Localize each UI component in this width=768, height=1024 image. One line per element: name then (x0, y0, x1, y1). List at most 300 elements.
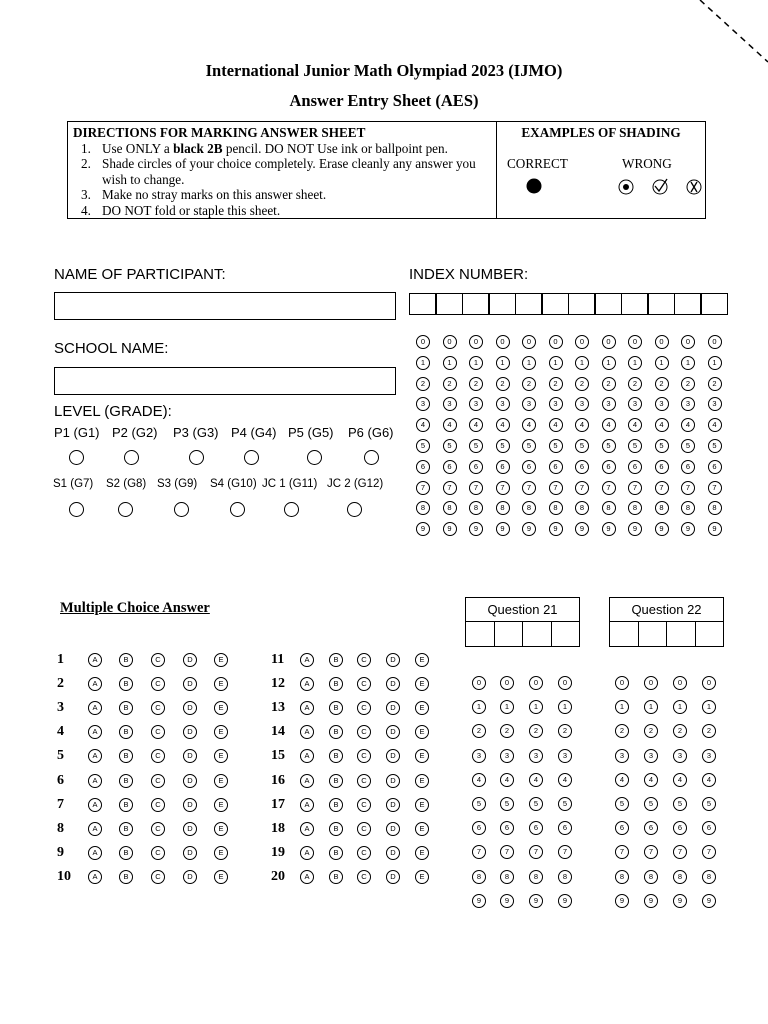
index-digit-bubble[interactable]: 4 (602, 418, 616, 432)
choice-bubble[interactable]: B (119, 749, 133, 763)
open-answer-digit-bubble[interactable]: 4 (673, 773, 687, 787)
index-digit-bubble[interactable]: 2 (628, 377, 642, 391)
choice-bubble[interactable]: C (151, 653, 165, 667)
index-digit-bubble[interactable]: 8 (602, 501, 616, 515)
choice-bubble[interactable]: A (300, 653, 314, 667)
open-answer-digit-bubble[interactable]: 5 (472, 797, 486, 811)
choice-bubble[interactable]: E (214, 798, 228, 812)
choice-bubble[interactable]: B (329, 749, 343, 763)
choice-bubble[interactable]: C (151, 822, 165, 836)
choice-bubble[interactable]: C (151, 701, 165, 715)
open-answer-digit-bubble[interactable]: 8 (702, 870, 716, 884)
choice-bubble[interactable]: C (151, 725, 165, 739)
index-digit-cell[interactable] (542, 293, 569, 315)
open-answer-digit-bubble[interactable]: 7 (472, 845, 486, 859)
choice-bubble[interactable]: D (386, 677, 400, 691)
choice-bubble[interactable]: C (357, 677, 371, 691)
index-digit-bubble[interactable]: 8 (416, 501, 430, 515)
open-answer-digit-bubble[interactable]: 1 (558, 700, 572, 714)
open-answer-digit-bubble[interactable]: 0 (702, 676, 716, 690)
choice-bubble[interactable]: A (300, 677, 314, 691)
index-digit-bubble[interactable]: 2 (681, 377, 695, 391)
index-digit-bubble[interactable]: 3 (708, 397, 722, 411)
index-digit-cell[interactable] (701, 293, 728, 315)
choice-bubble[interactable]: C (151, 749, 165, 763)
open-answer-digit-bubble[interactable]: 4 (529, 773, 543, 787)
choice-bubble[interactable]: A (88, 677, 102, 691)
index-digit-bubble[interactable]: 4 (549, 418, 563, 432)
open-answer-digit-bubble[interactable]: 1 (615, 700, 629, 714)
index-digit-bubble[interactable]: 0 (496, 335, 510, 349)
index-digit-bubble[interactable]: 2 (522, 377, 536, 391)
choice-bubble[interactable]: C (357, 701, 371, 715)
school-field[interactable] (54, 367, 396, 395)
open-answer-digit-bubble[interactable]: 9 (615, 894, 629, 908)
choice-bubble[interactable]: E (415, 653, 429, 667)
open-answer-digit-bubble[interactable]: 5 (529, 797, 543, 811)
choice-bubble[interactable]: D (386, 749, 400, 763)
open-answer-digit-bubble[interactable]: 1 (472, 700, 486, 714)
open-answer-digit-bubble[interactable]: 6 (644, 821, 658, 835)
choice-bubble[interactable]: D (183, 749, 197, 763)
index-digit-bubble[interactable]: 7 (469, 481, 483, 495)
index-digit-bubble[interactable]: 6 (575, 460, 589, 474)
index-digit-bubble[interactable]: 1 (602, 356, 616, 370)
index-digit-bubble[interactable]: 1 (443, 356, 457, 370)
index-digit-bubble[interactable]: 6 (655, 460, 669, 474)
index-digit-bubble[interactable]: 9 (602, 522, 616, 536)
index-digit-bubble[interactable]: 7 (708, 481, 722, 495)
level-bubble[interactable] (364, 450, 379, 465)
index-digit-bubble[interactable]: 8 (708, 501, 722, 515)
index-digit-bubble[interactable]: 5 (522, 439, 536, 453)
level-bubble[interactable] (284, 502, 299, 517)
open-answer-digit-bubble[interactable]: 4 (500, 773, 514, 787)
choice-bubble[interactable]: C (357, 725, 371, 739)
index-digit-bubble[interactable]: 0 (443, 335, 457, 349)
choice-bubble[interactable]: D (183, 653, 197, 667)
choice-bubble[interactable]: E (214, 846, 228, 860)
choice-bubble[interactable]: E (214, 725, 228, 739)
open-answer-digit-bubble[interactable]: 6 (558, 821, 572, 835)
open-answer-digit-bubble[interactable]: 5 (644, 797, 658, 811)
index-digit-bubble[interactable]: 5 (681, 439, 695, 453)
choice-bubble[interactable]: B (329, 798, 343, 812)
index-digit-bubble[interactable]: 1 (496, 356, 510, 370)
index-digit-bubble[interactable]: 5 (708, 439, 722, 453)
index-digit-bubble[interactable]: 6 (443, 460, 457, 474)
choice-bubble[interactable]: E (214, 653, 228, 667)
index-digit-cell[interactable] (674, 293, 701, 315)
index-digit-bubble[interactable]: 2 (575, 377, 589, 391)
index-digit-bubble[interactable]: 3 (655, 397, 669, 411)
index-digit-bubble[interactable]: 3 (522, 397, 536, 411)
index-digit-bubble[interactable]: 3 (549, 397, 563, 411)
choice-bubble[interactable]: C (151, 774, 165, 788)
open-answer-digit-bubble[interactable]: 3 (558, 749, 572, 763)
index-digit-bubble[interactable]: 2 (602, 377, 616, 391)
index-digit-bubble[interactable]: 4 (655, 418, 669, 432)
choice-bubble[interactable]: A (300, 870, 314, 884)
choice-bubble[interactable]: A (88, 749, 102, 763)
choice-bubble[interactable]: E (415, 822, 429, 836)
index-digit-bubble[interactable]: 8 (575, 501, 589, 515)
index-digit-bubble[interactable]: 2 (416, 377, 430, 391)
index-digit-bubble[interactable]: 7 (416, 481, 430, 495)
open-answer-digit-bubble[interactable]: 3 (500, 749, 514, 763)
open-answer-digit-bubble[interactable]: 0 (500, 676, 514, 690)
open-answer-digit-bubble[interactable]: 9 (472, 894, 486, 908)
open-answer-digit-bubble[interactable]: 2 (615, 724, 629, 738)
choice-bubble[interactable]: B (119, 677, 133, 691)
choice-bubble[interactable]: E (415, 846, 429, 860)
index-digit-bubble[interactable]: 5 (602, 439, 616, 453)
index-digit-cell[interactable] (436, 293, 463, 315)
index-digit-bubble[interactable]: 0 (602, 335, 616, 349)
index-digit-bubble[interactable]: 4 (522, 418, 536, 432)
index-digit-bubble[interactable]: 6 (416, 460, 430, 474)
index-digit-bubble[interactable]: 5 (549, 439, 563, 453)
open-answer-digit-bubble[interactable]: 2 (529, 724, 543, 738)
open-answer-digit-bubble[interactable]: 5 (673, 797, 687, 811)
choice-bubble[interactable]: D (183, 774, 197, 788)
choice-bubble[interactable]: D (386, 798, 400, 812)
open-answer-digit-bubble[interactable]: 3 (644, 749, 658, 763)
choice-bubble[interactable]: B (119, 822, 133, 836)
choice-bubble[interactable]: B (119, 798, 133, 812)
index-digit-bubble[interactable]: 7 (443, 481, 457, 495)
index-digit-bubble[interactable]: 6 (549, 460, 563, 474)
choice-bubble[interactable]: B (119, 774, 133, 788)
open-answer-digit-bubble[interactable]: 8 (529, 870, 543, 884)
index-digit-bubble[interactable]: 4 (681, 418, 695, 432)
open-answer-digit-bubble[interactable]: 9 (558, 894, 572, 908)
choice-bubble[interactable]: A (300, 798, 314, 812)
open-answer-digit-bubble[interactable]: 4 (472, 773, 486, 787)
level-bubble[interactable] (230, 502, 245, 517)
choice-bubble[interactable]: E (415, 677, 429, 691)
choice-bubble[interactable]: C (357, 846, 371, 860)
choice-bubble[interactable]: B (119, 725, 133, 739)
open-answer-digit-bubble[interactable]: 5 (702, 797, 716, 811)
choice-bubble[interactable]: C (357, 822, 371, 836)
open-answer-digit-bubble[interactable]: 5 (615, 797, 629, 811)
choice-bubble[interactable]: D (183, 725, 197, 739)
open-answer-digit-bubble[interactable]: 6 (472, 821, 486, 835)
open-answer-digit-bubble[interactable]: 9 (644, 894, 658, 908)
level-bubble[interactable] (347, 502, 362, 517)
choice-bubble[interactable]: B (119, 701, 133, 715)
choice-bubble[interactable]: E (214, 749, 228, 763)
open-answer-digit-bubble[interactable]: 8 (673, 870, 687, 884)
answer-cell[interactable] (495, 622, 524, 646)
index-digit-bubble[interactable]: 0 (522, 335, 536, 349)
choice-bubble[interactable]: D (183, 701, 197, 715)
index-digit-bubble[interactable]: 9 (416, 522, 430, 536)
choice-bubble[interactable]: E (214, 774, 228, 788)
answer-cell[interactable] (552, 622, 580, 646)
choice-bubble[interactable]: B (329, 870, 343, 884)
open-answer-digit-bubble[interactable]: 9 (529, 894, 543, 908)
choice-bubble[interactable]: D (386, 846, 400, 860)
choice-bubble[interactable]: A (300, 701, 314, 715)
open-answer-digit-bubble[interactable]: 7 (615, 845, 629, 859)
index-digit-bubble[interactable]: 2 (655, 377, 669, 391)
index-digit-bubble[interactable]: 9 (549, 522, 563, 536)
choice-bubble[interactable]: D (386, 653, 400, 667)
answer-cell[interactable] (523, 622, 552, 646)
open-answer-digit-bubble[interactable]: 7 (558, 845, 572, 859)
level-bubble[interactable] (174, 502, 189, 517)
index-digit-bubble[interactable]: 1 (655, 356, 669, 370)
index-digit-bubble[interactable]: 6 (522, 460, 536, 474)
level-bubble[interactable] (189, 450, 204, 465)
index-digit-bubble[interactable]: 2 (443, 377, 457, 391)
index-digit-bubble[interactable]: 7 (628, 481, 642, 495)
open-answer-digit-bubble[interactable]: 4 (702, 773, 716, 787)
choice-bubble[interactable]: B (119, 846, 133, 860)
open-answer-digit-bubble[interactable]: 0 (529, 676, 543, 690)
index-digit-bubble[interactable]: 3 (416, 397, 430, 411)
index-digit-bubble[interactable]: 6 (681, 460, 695, 474)
index-digit-bubble[interactable]: 3 (681, 397, 695, 411)
choice-bubble[interactable]: A (300, 774, 314, 788)
index-digit-bubble[interactable]: 5 (443, 439, 457, 453)
choice-bubble[interactable]: C (357, 798, 371, 812)
index-digit-bubble[interactable]: 4 (628, 418, 642, 432)
index-digit-bubble[interactable]: 9 (469, 522, 483, 536)
open-answer-digit-bubble[interactable]: 3 (702, 749, 716, 763)
index-digit-bubble[interactable]: 5 (469, 439, 483, 453)
index-digit-bubble[interactable]: 9 (681, 522, 695, 536)
index-digit-bubble[interactable]: 0 (416, 335, 430, 349)
index-digit-cell[interactable] (568, 293, 595, 315)
open-answer-digit-bubble[interactable]: 3 (615, 749, 629, 763)
open-answer-digit-bubble[interactable]: 6 (702, 821, 716, 835)
open-answer-digit-bubble[interactable]: 0 (558, 676, 572, 690)
choice-bubble[interactable]: C (151, 870, 165, 884)
choice-bubble[interactable]: B (329, 774, 343, 788)
index-digit-bubble[interactable]: 1 (416, 356, 430, 370)
index-digit-bubble[interactable]: 5 (416, 439, 430, 453)
choice-bubble[interactable]: A (300, 749, 314, 763)
index-digit-bubble[interactable]: 3 (575, 397, 589, 411)
choice-bubble[interactable]: C (357, 749, 371, 763)
index-digit-bubble[interactable]: 8 (443, 501, 457, 515)
choice-bubble[interactable]: D (183, 677, 197, 691)
open-answer-digit-bubble[interactable]: 0 (673, 676, 687, 690)
open-answer-digit-bubble[interactable]: 1 (644, 700, 658, 714)
index-digit-bubble[interactable]: 0 (575, 335, 589, 349)
choice-bubble[interactable]: E (415, 725, 429, 739)
level-bubble[interactable] (69, 502, 84, 517)
index-digit-bubble[interactable]: 7 (602, 481, 616, 495)
index-digit-bubble[interactable]: 4 (575, 418, 589, 432)
choice-bubble[interactable]: D (386, 870, 400, 884)
open-answer-digit-bubble[interactable]: 6 (615, 821, 629, 835)
index-digit-bubble[interactable]: 3 (469, 397, 483, 411)
choice-bubble[interactable]: D (183, 870, 197, 884)
choice-bubble[interactable]: D (386, 822, 400, 836)
open-answer-digit-bubble[interactable]: 9 (702, 894, 716, 908)
index-digit-bubble[interactable]: 0 (549, 335, 563, 349)
open-answer-digit-bubble[interactable]: 3 (472, 749, 486, 763)
open-answer-digit-bubble[interactable]: 8 (615, 870, 629, 884)
index-digit-bubble[interactable]: 2 (469, 377, 483, 391)
open-answer-digit-bubble[interactable]: 5 (558, 797, 572, 811)
choice-bubble[interactable]: A (88, 846, 102, 860)
open-answer-digit-bubble[interactable]: 4 (558, 773, 572, 787)
index-digit-bubble[interactable]: 1 (628, 356, 642, 370)
open-answer-digit-bubble[interactable]: 8 (500, 870, 514, 884)
index-digit-bubble[interactable]: 3 (628, 397, 642, 411)
open-answer-digit-bubble[interactable]: 2 (500, 724, 514, 738)
choice-bubble[interactable]: C (357, 870, 371, 884)
choice-bubble[interactable]: D (386, 701, 400, 715)
index-digit-bubble[interactable]: 0 (681, 335, 695, 349)
index-digit-cell[interactable] (489, 293, 516, 315)
choice-bubble[interactable]: A (88, 725, 102, 739)
choice-bubble[interactable]: E (214, 822, 228, 836)
answer-cell[interactable] (466, 622, 495, 646)
answer-cell[interactable] (667, 622, 696, 646)
open-answer-digit-bubble[interactable]: 9 (673, 894, 687, 908)
index-digit-bubble[interactable]: 8 (628, 501, 642, 515)
index-digit-bubble[interactable]: 8 (522, 501, 536, 515)
index-digit-bubble[interactable]: 7 (496, 481, 510, 495)
choice-bubble[interactable]: A (88, 822, 102, 836)
choice-bubble[interactable]: C (151, 846, 165, 860)
index-digit-bubble[interactable]: 2 (496, 377, 510, 391)
choice-bubble[interactable]: E (415, 701, 429, 715)
index-digit-bubble[interactable]: 7 (655, 481, 669, 495)
index-digit-cell[interactable] (409, 293, 436, 315)
choice-bubble[interactable]: B (329, 725, 343, 739)
choice-bubble[interactable]: B (119, 653, 133, 667)
index-digit-bubble[interactable]: 6 (602, 460, 616, 474)
choice-bubble[interactable]: A (88, 870, 102, 884)
choice-bubble[interactable]: A (88, 653, 102, 667)
index-digit-bubble[interactable]: 9 (628, 522, 642, 536)
index-digit-bubble[interactable]: 4 (496, 418, 510, 432)
choice-bubble[interactable]: E (214, 870, 228, 884)
choice-bubble[interactable]: A (88, 774, 102, 788)
open-answer-digit-bubble[interactable]: 7 (500, 845, 514, 859)
index-digit-bubble[interactable]: 9 (443, 522, 457, 536)
level-bubble[interactable] (118, 502, 133, 517)
index-digit-cell[interactable] (621, 293, 648, 315)
open-answer-digit-bubble[interactable]: 7 (702, 845, 716, 859)
choice-bubble[interactable]: C (151, 798, 165, 812)
open-answer-digit-bubble[interactable]: 7 (529, 845, 543, 859)
choice-bubble[interactable]: B (329, 677, 343, 691)
open-answer-digit-bubble[interactable]: 0 (472, 676, 486, 690)
index-digit-bubble[interactable]: 5 (496, 439, 510, 453)
index-digit-bubble[interactable]: 7 (549, 481, 563, 495)
index-digit-bubble[interactable]: 1 (522, 356, 536, 370)
index-digit-bubble[interactable]: 5 (628, 439, 642, 453)
index-digit-bubble[interactable]: 6 (496, 460, 510, 474)
choice-bubble[interactable]: E (214, 677, 228, 691)
choice-bubble[interactable]: B (119, 870, 133, 884)
choice-bubble[interactable]: B (329, 822, 343, 836)
open-answer-digit-bubble[interactable]: 2 (673, 724, 687, 738)
open-answer-digit-bubble[interactable]: 2 (472, 724, 486, 738)
index-digit-bubble[interactable]: 4 (708, 418, 722, 432)
choice-bubble[interactable]: B (329, 701, 343, 715)
index-digit-cell[interactable] (595, 293, 622, 315)
index-digit-bubble[interactable]: 8 (469, 501, 483, 515)
index-digit-bubble[interactable]: 8 (655, 501, 669, 515)
index-digit-cell[interactable] (648, 293, 675, 315)
index-digit-bubble[interactable]: 9 (708, 522, 722, 536)
level-bubble[interactable] (69, 450, 84, 465)
answer-cell[interactable] (696, 622, 724, 646)
choice-bubble[interactable]: A (300, 846, 314, 860)
index-digit-bubble[interactable]: 2 (549, 377, 563, 391)
index-digit-bubble[interactable]: 0 (628, 335, 642, 349)
choice-bubble[interactable]: E (415, 749, 429, 763)
choice-bubble[interactable]: E (214, 701, 228, 715)
open-answer-digit-bubble[interactable]: 8 (472, 870, 486, 884)
index-digit-bubble[interactable]: 3 (443, 397, 457, 411)
index-digit-bubble[interactable]: 4 (443, 418, 457, 432)
index-digit-bubble[interactable]: 9 (522, 522, 536, 536)
answer-cell[interactable] (639, 622, 668, 646)
open-answer-digit-bubble[interactable]: 8 (558, 870, 572, 884)
index-digit-bubble[interactable]: 1 (575, 356, 589, 370)
index-digit-bubble[interactable]: 8 (496, 501, 510, 515)
choice-bubble[interactable]: D (183, 822, 197, 836)
choice-bubble[interactable]: C (357, 653, 371, 667)
index-digit-bubble[interactable]: 6 (708, 460, 722, 474)
open-answer-digit-bubble[interactable]: 4 (615, 773, 629, 787)
open-answer-digit-bubble[interactable]: 1 (702, 700, 716, 714)
choice-bubble[interactable]: C (357, 774, 371, 788)
index-digit-bubble[interactable]: 1 (549, 356, 563, 370)
open-answer-digit-bubble[interactable]: 6 (673, 821, 687, 835)
index-digit-bubble[interactable]: 0 (708, 335, 722, 349)
index-digit-bubble[interactable]: 4 (416, 418, 430, 432)
level-bubble[interactable] (307, 450, 322, 465)
choice-bubble[interactable]: A (300, 725, 314, 739)
choice-bubble[interactable]: B (329, 846, 343, 860)
open-answer-digit-bubble[interactable]: 1 (500, 700, 514, 714)
index-digit-bubble[interactable]: 1 (681, 356, 695, 370)
open-answer-digit-bubble[interactable]: 0 (644, 676, 658, 690)
index-digit-bubble[interactable]: 3 (602, 397, 616, 411)
choice-bubble[interactable]: A (88, 701, 102, 715)
level-bubble[interactable] (244, 450, 259, 465)
choice-bubble[interactable]: D (386, 725, 400, 739)
open-answer-digit-bubble[interactable]: 6 (500, 821, 514, 835)
index-digit-bubble[interactable]: 5 (575, 439, 589, 453)
choice-bubble[interactable]: D (183, 798, 197, 812)
open-answer-digit-bubble[interactable]: 2 (644, 724, 658, 738)
open-answer-digit-bubble[interactable]: 8 (644, 870, 658, 884)
open-answer-digit-bubble[interactable]: 1 (673, 700, 687, 714)
index-digit-bubble[interactable]: 3 (496, 397, 510, 411)
choice-bubble[interactable]: D (386, 774, 400, 788)
open-answer-digit-bubble[interactable]: 3 (673, 749, 687, 763)
index-digit-bubble[interactable]: 9 (575, 522, 589, 536)
open-answer-digit-bubble[interactable]: 2 (702, 724, 716, 738)
choice-bubble[interactable]: B (329, 653, 343, 667)
name-field[interactable] (54, 292, 396, 320)
index-digit-bubble[interactable]: 7 (681, 481, 695, 495)
index-digit-bubble[interactable]: 1 (469, 356, 483, 370)
choice-bubble[interactable]: A (300, 822, 314, 836)
